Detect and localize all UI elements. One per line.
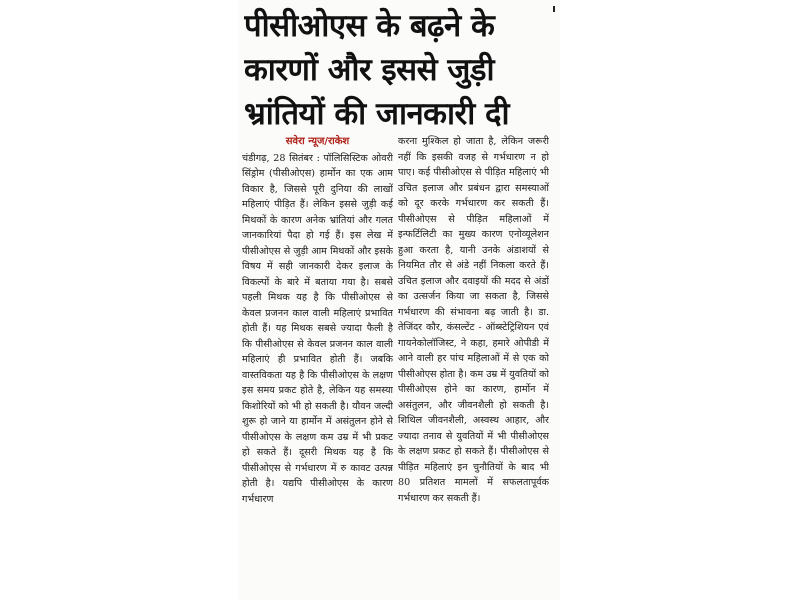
headline-line-3: भ्रांतियों की जानकारी दी bbox=[244, 96, 510, 132]
byline: सवेरा न्यूज/राकेश bbox=[285, 136, 350, 147]
article-text-right: करना मुश्किल हो जाता है, लेकिन जरूरी नहीं कि इसकी वजह से गर्भधारण न हो पाए। कई पीसीओएस से पीड़ित महिलाएं भी उचित इलाज और प्रबंधन द्वारा समस्याओं को दूर करके गर्भधारण कर सकती हैं। पीसीओएस से पीड़ित महिलाओं में इन्फर्टिलिटी का मुख्य कारण एनोव्यूलेशन हुआ करता है, यानी उनके अंडाशयों से नियमित तौर से अंडे नहीं निकला करते हैं। उचित इलाज और दवाइयों की मदद से अंडों का उत्सर्जन किया जा सकता है, जिससे गर्भधारण की संभावना बढ़ जाती है। डा. तेजिंदर कौर, कंसल्टेंट - ऑब्स्टेट्रिशियन एवं गायनेकोलॉजिस्ट, ने कहा, हमारे ओपीडी में आने वाली हर पांच महिलाओं में से एक को पीसीओएस होता है। कम उम्र में युवतियों को पीसीओएस होने का कारण, हार्मोन में असंतुलन, और जीवनशैली हो सकती है। शिथिल जीवनशैली, अस्वस्थ आहार, और ज्यादा तनाव से युवतियों में भी पीसीओएस के लक्षण प्रकट हो सकते हैं। पीसीओएस से पीड़ित महिलाएं इन चुनौतियों के बाद भी 80 प्रतिशत मामलों में सफलतापूर्वक गर्भधारण कर सकती हैं। bbox=[398, 136, 549, 504]
article-text-left: चंडीगढ़, 28 सितंबर : पॉलिसिस्टिक ओवरी सिंड्रोम (पीसीओएस) हार्मोन का एक आम विकार है, जिससे पूरी दुनिया की लाखों महिलाएं पीड़ित हैं। लेकिन इससे जुड़ी कई मिथकों के कारण अनेक भ्रांतियां और गलत जानकारियां पैदा हो गई हैं। इस लेख में पीसीओएस से जुड़ी आम मिथकों और इसके विषय में सही जानकारी देकर इलाज के विकल्पों के बारे में बताया गया है। सबसे पहली मिथक यह है कि पीसीओएस से केवल प्रजनन काल वाली महिलाएं प्रभावित होती हैं। यह मिथक सबसे ज्यादा फैली है कि पीसीओएस से केवल प्रजनन काल वाली महिलाएं ही प्रभावित होती हैं। जबकि वास्तविकता यह है कि पीसीओएस के लक्षण इस समय प्रकट होते है, लेकिन यह समस्या किशोरियों को भी हो सकती है। यौवन जल्दी शुरू हो जाने या हार्मोन में असंतुलन होने से पीसीओएस के लक्षण कम उम्र में भी प्रकट हो सकते हैं। दूसरी मिथक यह है कि पीसीओएस से गर्भधारण में रु कावट उत्पन्न होती है। यद्यपि पीसीओएस के कारण गर्भधारण bbox=[242, 152, 393, 505]
article-column-left bbox=[242, 134, 393, 596]
headline bbox=[244, 4, 556, 136]
headline-line-2: कारणों और इससे जुड़ी bbox=[244, 52, 494, 88]
article-column-right bbox=[398, 134, 549, 596]
headline-line-1: पीसीओएस के बढ़ने के bbox=[244, 8, 495, 44]
